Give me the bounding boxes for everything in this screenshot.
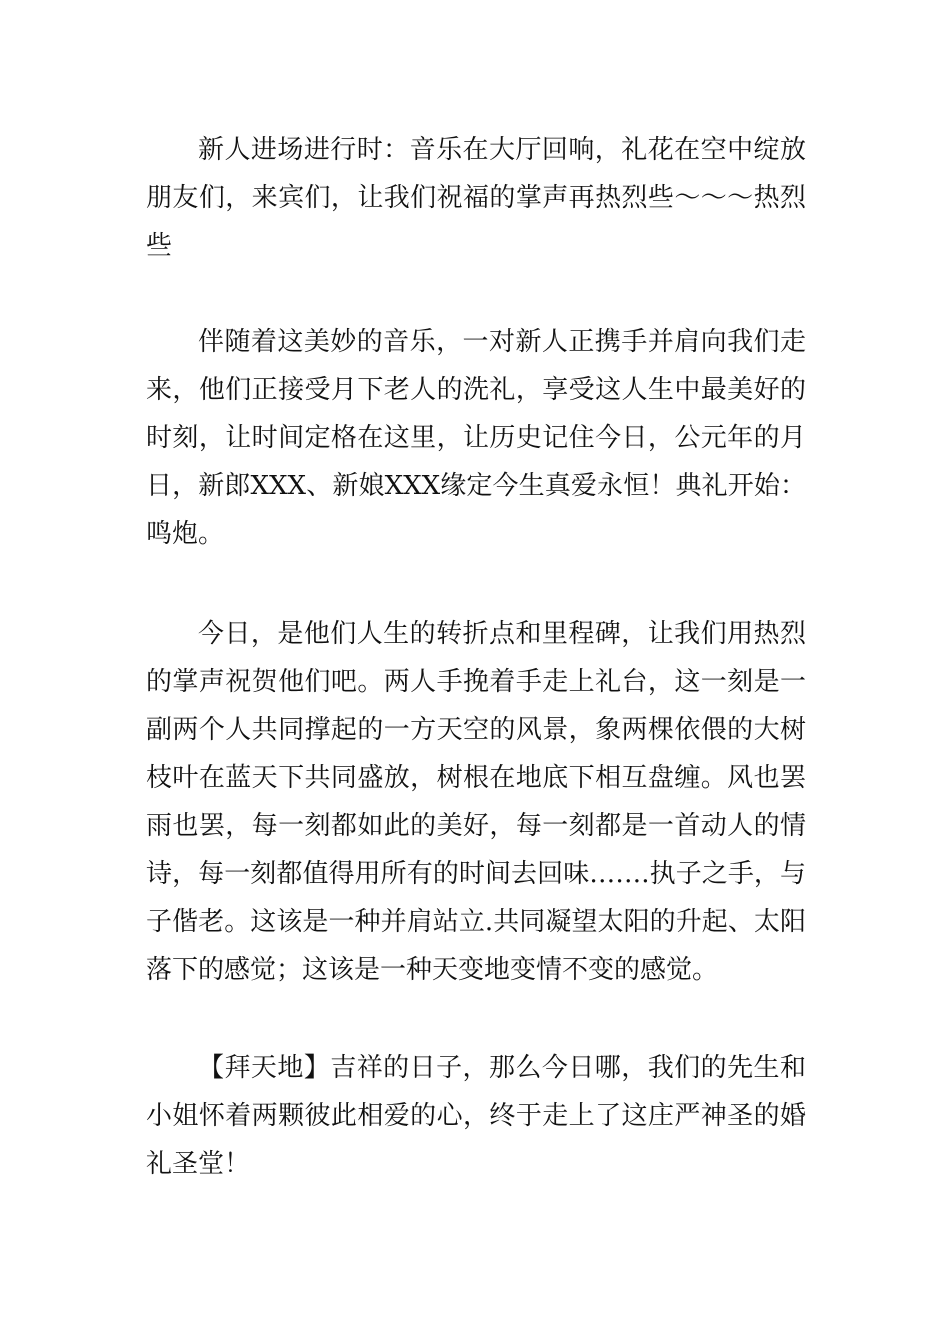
paragraph-music-procession: 伴随着这美妙的音乐，一对新人正携手并肩向我们走来，他们正接受月下老人的洗礼，享受这人生中最美好的时刻，让时间定格在这里，让历史记住今日，公元年的月日，新郎XXX、新娘XXX缘定今生真爱永恒！典礼开始：鸣炮。 bbox=[146, 327, 806, 549]
paragraph-milestone: 今日，是他们人生的转折点和里程碑，让我们用热烈的掌声祝贺他们吧。两人手挽着手走上礼台，这一刻是一副两个人共同撑起的一方天空的风景，象两棵依偎的大树枝叶在蓝天下共同盛放，树根在地底下相互盘缠。风也罢雨也罢，每一刻都如此的美好，每一刻都是一首动人的情诗，每一刻都值得用所有的时间去回味…….执子之手，与子偕老。这该是一种并肩站立.共同凝望太阳的升起、太阳落下的感觉；这该是一种天变地变情不变的感觉。 bbox=[146, 619, 806, 985]
paragraph-entrance: 新人进场进行时：音乐在大厅回响，礼花在空中绽放朋友们，来宾们，让我们祝福的掌声再热烈些～～～热烈些 bbox=[146, 135, 806, 261]
paragraph-worship-heaven-earth: 【拜天地】吉祥的日子，那么今日哪，我们的先生和小姐怀着两颗彼此相爱的心，终于走上了这庄严神圣的婚礼圣堂！ bbox=[146, 1053, 806, 1179]
document-body bbox=[146, 126, 806, 1188]
